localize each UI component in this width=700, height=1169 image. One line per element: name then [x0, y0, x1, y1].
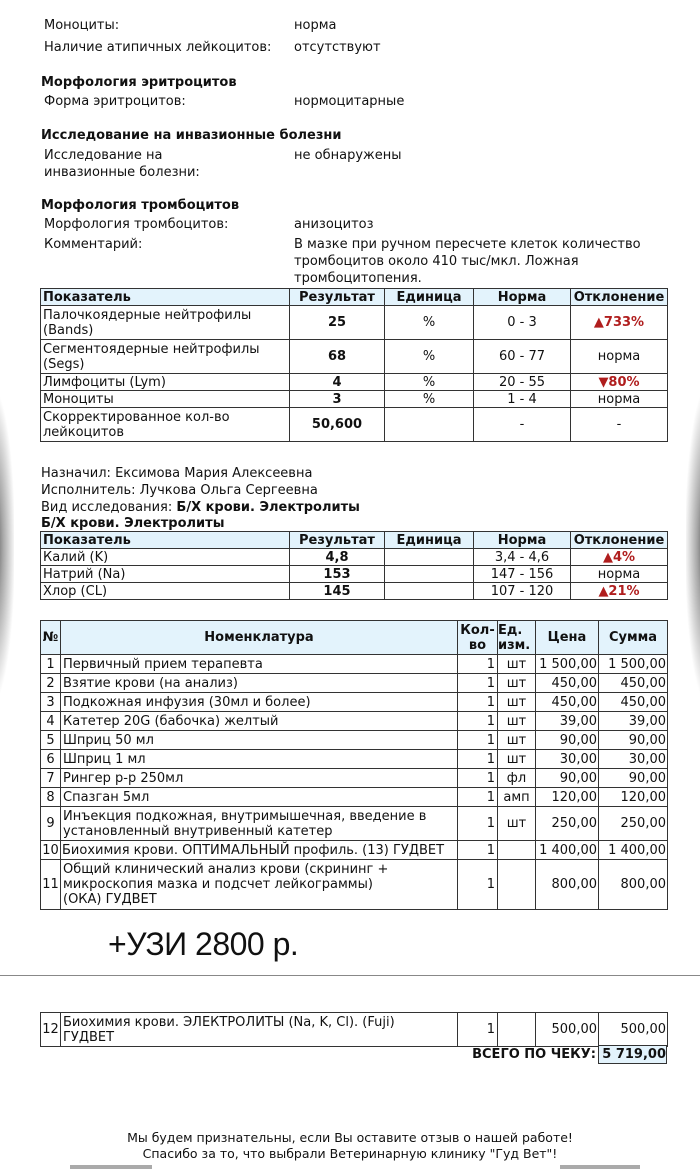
table-row	[41, 374, 668, 391]
page-edge-shadow-left	[0, 395, 14, 695]
col-header-qty: Кол-во	[458, 621, 498, 655]
result-value: 68	[290, 340, 385, 374]
footer-line-thanks: Спасибо за то, что выбрали Ветеринарную клинику "Гуд Вет"!	[142, 1146, 558, 1161]
norm-value: 107 - 120	[474, 583, 571, 600]
item-price: 1 400,00	[536, 841, 599, 860]
field-erythrocyte-shape	[44, 93, 664, 110]
deviation-up-badge: ▲4%	[571, 549, 668, 566]
item-price: 90,00	[536, 769, 599, 788]
field-label: Комментарий:	[44, 237, 143, 252]
total-value: 5 719,00	[598, 1045, 667, 1064]
item-price: 500,00	[536, 1013, 599, 1047]
item-qty: 1	[458, 750, 498, 769]
item-price: 1 500,00	[536, 655, 599, 674]
prescribed-by-name: Ексимова Мария Алексеевна	[115, 466, 313, 481]
col-header-num: №	[41, 621, 61, 655]
col-header-unit: Ед. изм.	[498, 621, 536, 655]
result-value: 145	[290, 583, 385, 600]
field-invasive-result	[44, 147, 664, 181]
item-qty: 1	[458, 807, 498, 841]
indicator-name: Моноциты	[41, 391, 290, 408]
norm-value: 0 - 3	[474, 306, 571, 340]
item-unit: шт	[498, 693, 536, 712]
result-value: 3	[290, 391, 385, 408]
performer-label: Исполнитель:	[41, 483, 136, 498]
row-num: 3	[41, 693, 61, 712]
item-name: Катетер 20G (бабочка) желтый	[61, 712, 458, 731]
item-qty: 1	[458, 1013, 498, 1047]
col-header-norm: Норма	[474, 289, 571, 306]
deviation-down-badge: ▼80%	[571, 374, 668, 391]
item-name: Шприц 1 мл	[61, 750, 458, 769]
item-name: Общий клинический анализ крови (скрининг + микроскопия мазка и подсчет лейкограммы) (ОКА) ГУДВЕТ	[61, 860, 458, 910]
item-unit: шт	[498, 731, 536, 750]
study-type-value: Б/Х крови. Электролиты	[176, 500, 360, 515]
item-price: 450,00	[536, 674, 599, 693]
item-sum: 450,00	[599, 674, 668, 693]
result-value: 4,8	[290, 549, 385, 566]
item-qty: 1	[458, 693, 498, 712]
indicator-name: Лимфоциты (Lym)	[41, 374, 290, 391]
col-header-result: Результат	[290, 532, 385, 549]
field-label: Наличие атипичных лейкоцитов:	[44, 40, 272, 55]
prescribed-by-label: Назначил:	[41, 466, 111, 481]
item-sum: 500,00	[599, 1013, 668, 1047]
table-header-row	[41, 621, 668, 655]
deviation-up-badge: ▲21%	[571, 583, 668, 600]
footer-line-feedback: Мы будем признательны, если Вы оставите отзыв о нашей работе!	[127, 1130, 573, 1145]
field-label: Моноциты:	[44, 18, 120, 33]
item-name: Рингер р-р 250мл	[61, 769, 458, 788]
indicator-name: Натрий (Na)	[41, 566, 290, 583]
indicator-name: Палочкоядерные нейтрофилы (Bands)	[41, 306, 290, 340]
prescribed-by	[41, 465, 312, 482]
table-row	[41, 750, 668, 769]
row-num: 2	[41, 674, 61, 693]
item-sum: 39,00	[599, 712, 668, 731]
field-label: Форма эритроцитов:	[44, 94, 186, 109]
unit-value	[385, 408, 474, 442]
table-row	[41, 788, 668, 807]
unit-value	[385, 549, 474, 566]
table-row	[41, 583, 668, 600]
col-header-indicator: Показатель	[41, 532, 290, 549]
item-name: Подкожная инфузия (30мл и более)	[61, 693, 458, 712]
table-row	[41, 860, 668, 910]
field-value: норма	[294, 18, 337, 33]
item-price: 90,00	[536, 731, 599, 750]
norm-value: 60 - 77	[474, 340, 571, 374]
item-sum: 1 500,00	[599, 655, 668, 674]
item-qty: 1	[458, 712, 498, 731]
indicator-name: Калий (K)	[41, 549, 290, 566]
col-header-price: Цена	[536, 621, 599, 655]
field-value: анизоцитоз	[294, 217, 374, 232]
field-value: В мазке при ручном пересчете клеток количество тромбоцитов около 410 тыс/мкл. Ложная тромбоцитопения.	[294, 237, 641, 286]
row-num: 11	[41, 860, 61, 910]
item-name: Биохимия крови. ОПТИМАЛЬНЫЙ профиль. (13) ГУДВЕТ	[61, 841, 458, 860]
page-divider	[0, 975, 700, 976]
unit-value	[385, 566, 474, 583]
table-row	[41, 566, 668, 583]
item-name: Первичный прием терапевта	[61, 655, 458, 674]
result-value: 50,600	[290, 408, 385, 442]
item-qty: 1	[458, 674, 498, 693]
table-header-row	[41, 289, 668, 306]
item-price: 450,00	[536, 693, 599, 712]
item-qty: 1	[458, 860, 498, 910]
result-value: 153	[290, 566, 385, 583]
table-row	[41, 655, 668, 674]
item-sum: 450,00	[599, 693, 668, 712]
table-row	[41, 807, 668, 841]
invoice-table-continued	[40, 1012, 668, 1047]
item-sum: 120,00	[599, 788, 668, 807]
col-header-norm: Норма	[474, 532, 571, 549]
footer	[0, 1130, 700, 1162]
item-name: Биохимия крови. ЭЛЕКТРОЛИТЫ (Na, K, Cl). (Fuji) ГУДВЕТ	[61, 1013, 458, 1047]
item-unit: шт	[498, 712, 536, 731]
col-header-name: Номенклатура	[61, 621, 458, 655]
deviation-normal: норма	[571, 391, 668, 408]
item-price: 250,00	[536, 807, 599, 841]
row-num: 9	[41, 807, 61, 841]
item-qty: 1	[458, 841, 498, 860]
row-num: 12	[41, 1013, 61, 1047]
unit-value: %	[385, 340, 474, 374]
norm-value: 1 - 4	[474, 391, 571, 408]
item-name: Шприц 50 мл	[61, 731, 458, 750]
norm-value: -	[474, 408, 571, 442]
col-header-indicator: Показатель	[41, 289, 290, 306]
field-value: не обнаружены	[294, 148, 402, 163]
section-title-invasive: Исследование на инвазионные болезни	[41, 128, 342, 143]
table-row	[41, 674, 668, 693]
col-header-unit: Единица	[385, 289, 474, 306]
table-row	[41, 712, 668, 731]
row-num: 5	[41, 731, 61, 750]
field-value: нормоцитарные	[294, 94, 405, 109]
item-qty: 1	[458, 731, 498, 750]
norm-value: 20 - 55	[474, 374, 571, 391]
invoice-table	[40, 620, 668, 910]
deviation-normal: норма	[571, 566, 668, 583]
section-title-platelets: Морфология тромбоцитов	[41, 198, 240, 213]
table-row	[41, 340, 668, 374]
unit-value: %	[385, 306, 474, 340]
performer-name: Лучкова Ольга Сергеевна	[139, 483, 318, 498]
col-header-unit: Единица	[385, 532, 474, 549]
table-row	[41, 408, 668, 442]
item-qty: 1	[458, 769, 498, 788]
field-label: Исследование на инвазионные болезни:	[44, 148, 200, 180]
table-row	[41, 769, 668, 788]
field-label: Морфология тромбоцитов:	[44, 217, 229, 232]
deviation-normal: норма	[571, 340, 668, 374]
section-title-electrolytes: Б/Х крови. Электролиты	[41, 516, 225, 531]
item-price: 120,00	[536, 788, 599, 807]
leukogram-table	[40, 288, 668, 442]
row-num: 1	[41, 655, 61, 674]
electrolytes-table	[40, 531, 668, 600]
item-name: Взятие крови (на анализ)	[61, 674, 458, 693]
item-sum: 90,00	[599, 731, 668, 750]
row-num: 8	[41, 788, 61, 807]
performer	[41, 482, 318, 499]
unit-value: %	[385, 374, 474, 391]
row-num: 7	[41, 769, 61, 788]
section-title-erythrocytes: Морфология эритроцитов	[41, 75, 237, 90]
item-qty: 1	[458, 655, 498, 674]
row-num: 4	[41, 712, 61, 731]
study-type-label: Вид исследования:	[41, 500, 173, 515]
item-unit: амп	[498, 788, 536, 807]
field-atypical-leukocytes	[44, 39, 664, 56]
table-row	[41, 1013, 668, 1047]
unit-value: %	[385, 391, 474, 408]
item-name: Спазган 5мл	[61, 788, 458, 807]
item-name: Инъекция подкожная, внутримышечная, введение в установленный внутривенный катетер	[61, 807, 458, 841]
ultrasound-note: +УЗИ 2800 р.	[108, 926, 299, 962]
table-row	[41, 549, 668, 566]
item-unit: шт	[498, 655, 536, 674]
col-header-sum: Сумма	[599, 621, 668, 655]
item-sum: 30,00	[599, 750, 668, 769]
result-value: 4	[290, 374, 385, 391]
norm-value: 147 - 156	[474, 566, 571, 583]
item-sum: 1 400,00	[599, 841, 668, 860]
norm-value: 3,4 - 4,6	[474, 549, 571, 566]
item-sum: 250,00	[599, 807, 668, 841]
item-price: 800,00	[536, 860, 599, 910]
result-value: 25	[290, 306, 385, 340]
table-row	[41, 841, 668, 860]
table-row	[41, 306, 668, 340]
item-price: 30,00	[536, 750, 599, 769]
item-qty: 1	[458, 788, 498, 807]
item-unit: шт	[498, 750, 536, 769]
row-num: 10	[42, 842, 59, 858]
total-label: ВСЕГО ПО ЧЕКУ:	[472, 1047, 596, 1062]
page-edge-shadow-right	[686, 395, 700, 695]
item-unit: шт	[498, 674, 536, 693]
cut-off-element	[70, 1165, 152, 1169]
item-unit	[498, 1013, 536, 1047]
field-monocytes	[44, 17, 664, 34]
col-header-deviation: Отклонение	[571, 532, 668, 549]
table-header-row	[41, 532, 668, 549]
deviation-up-badge: ▲733%	[571, 306, 668, 340]
indicator-name: Скорректированное кол-во лейкоцитов	[41, 408, 290, 442]
indicator-name: Сегментоядерные нейтрофилы (Segs)	[41, 340, 290, 374]
field-comment	[44, 236, 664, 287]
item-sum: 800,00	[599, 860, 668, 910]
unit-value	[385, 583, 474, 600]
table-row	[41, 391, 668, 408]
study-type	[41, 499, 360, 516]
col-header-result: Результат	[290, 289, 385, 306]
row-num: 6	[41, 750, 61, 769]
deviation-none: -	[571, 408, 668, 442]
table-row	[41, 693, 668, 712]
item-sum: 90,00	[599, 769, 668, 788]
cut-off-element	[560, 1165, 640, 1169]
col-header-deviation: Отклонение	[571, 289, 668, 306]
item-unit: фл	[498, 769, 536, 788]
item-unit	[498, 841, 536, 860]
item-price: 39,00	[536, 712, 599, 731]
field-platelet-morphology	[44, 216, 664, 233]
indicator-name: Хлор (CL)	[41, 583, 290, 600]
table-row	[41, 731, 668, 750]
item-unit	[498, 860, 536, 910]
item-unit: шт	[498, 807, 536, 841]
field-value: отсутствуют	[294, 40, 381, 55]
